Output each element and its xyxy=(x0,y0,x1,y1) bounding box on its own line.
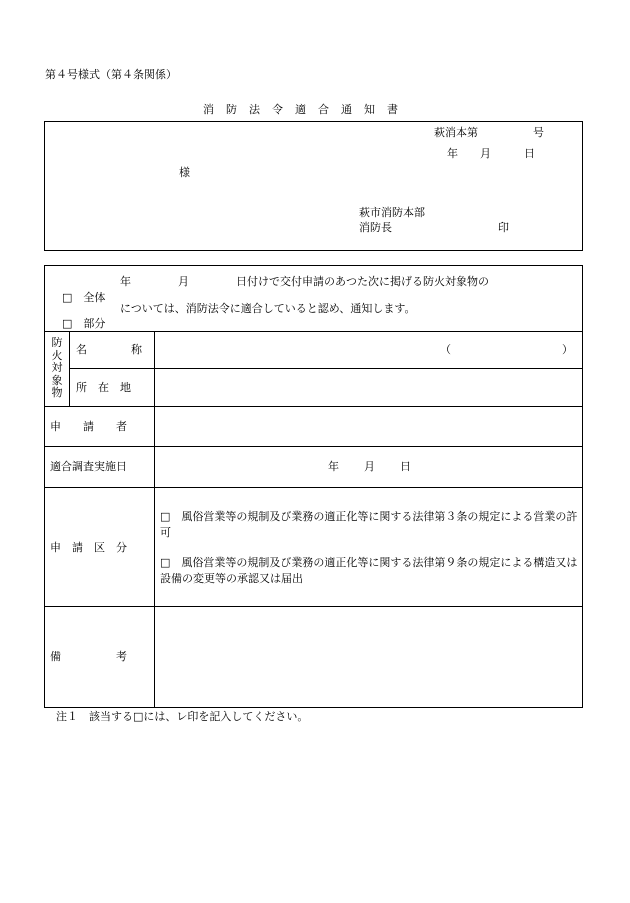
category-option-1[interactable]: □ 風俗営業等の規制及び業務の適正化等に関する法律第３条の規定による営業の許可 xyxy=(160,510,578,539)
location-field[interactable] xyxy=(160,373,575,401)
applicant-label: 申 請 者 xyxy=(50,420,127,433)
remarks-field[interactable] xyxy=(160,612,575,702)
applicant-field[interactable] xyxy=(160,411,575,441)
category-option-2[interactable]: □ 風俗営業等の規制及び業務の適正化等に関する法律第９条の規定による構造又は設備の変更等の承認又は届出 xyxy=(160,556,578,585)
divider xyxy=(69,331,70,406)
form-number: 第４号様式（第４条関係） xyxy=(45,68,177,81)
intro-month: 月 xyxy=(178,275,189,288)
addressee-suffix: 様 xyxy=(179,166,190,179)
document-number: 萩消本第 号 xyxy=(434,126,544,139)
divider xyxy=(44,446,583,447)
seal-mark: 印 xyxy=(498,221,509,234)
name-label: 名 称 xyxy=(76,343,142,356)
inspection-year: 年 xyxy=(328,460,339,473)
divider xyxy=(44,406,583,407)
name-paren-open: （ xyxy=(440,343,451,356)
divider xyxy=(154,331,155,708)
issuer-organization: 萩市消防本部 xyxy=(359,206,425,219)
divider xyxy=(44,487,583,488)
category-label: 申 請 区 分 xyxy=(50,541,127,554)
intro-year: 年 xyxy=(120,275,131,288)
divider xyxy=(69,368,583,369)
name-field[interactable] xyxy=(160,336,430,362)
intro-line-2: については、消防法令に適合していると認め、通知します。 xyxy=(120,302,416,315)
divider xyxy=(44,606,583,607)
inspection-day: 日 xyxy=(400,460,411,473)
fire-target-label: 防火対象物 xyxy=(51,336,63,399)
remarks-label: 備 考 xyxy=(50,650,127,663)
option-part-checkbox[interactable]: □ 部分 xyxy=(62,317,106,330)
intro-line-1: 日付けで交付申請のあつた次に掲げる防火対象物の xyxy=(236,275,489,288)
name-paren-close: ） xyxy=(562,343,573,356)
divider xyxy=(44,331,583,332)
issuer-title: 消防長 xyxy=(359,221,392,234)
page-title: 消 防 法 令 適 合 通 知 書 xyxy=(203,103,399,116)
footnote: 注１ 該当する□には、レ印を記入してください。 xyxy=(56,710,309,723)
issue-date: 年 月 日 xyxy=(447,147,535,160)
inspection-date-label: 適合調査実施日 xyxy=(50,460,127,473)
location-label: 所 在 地 xyxy=(76,381,131,394)
option-all-checkbox[interactable]: □ 全体 xyxy=(62,291,106,304)
inspection-month: 月 xyxy=(364,460,375,473)
